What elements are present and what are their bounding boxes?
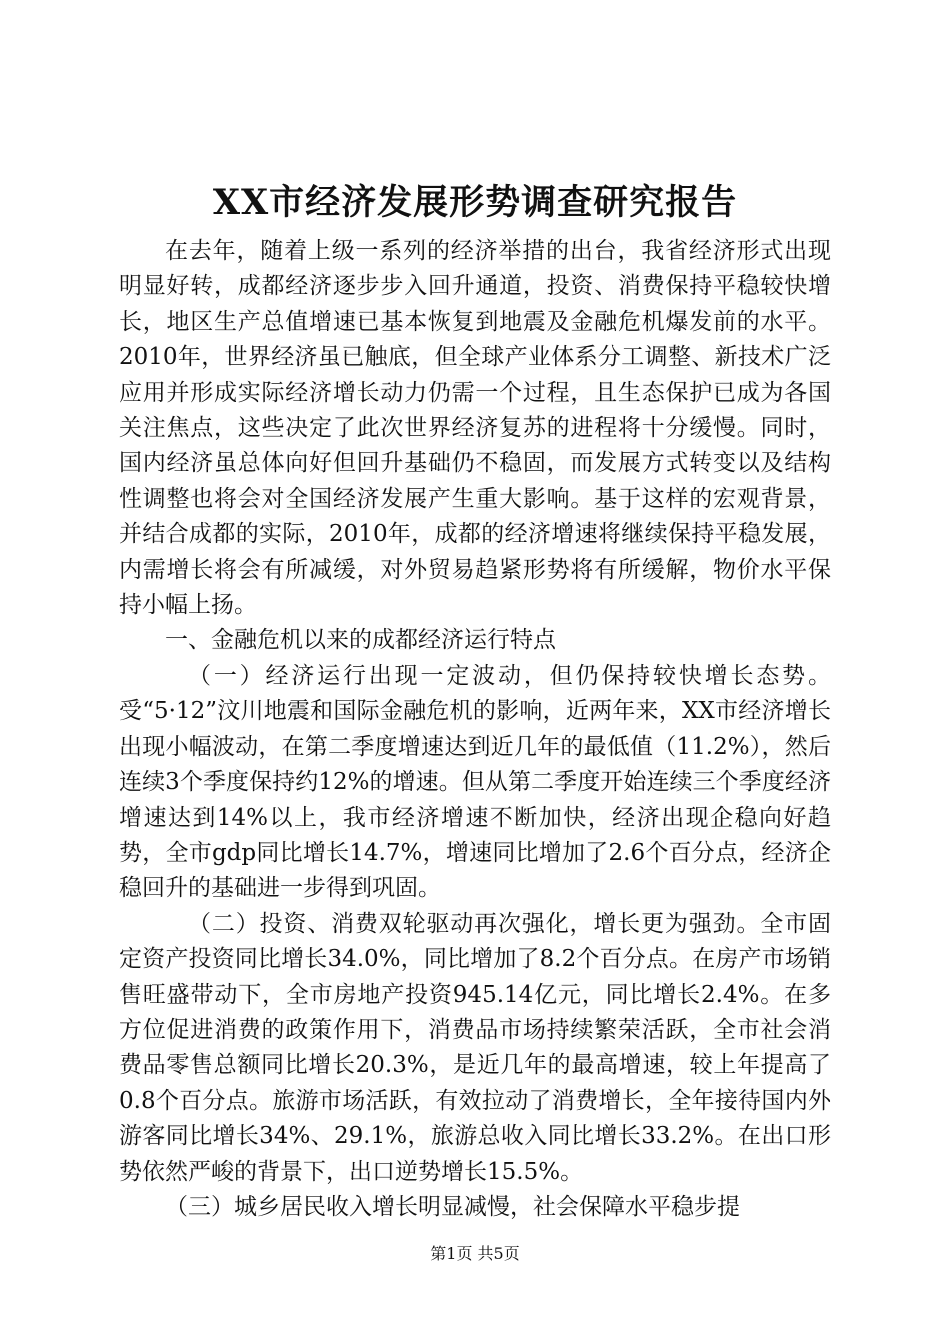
paragraph-section-2: （二）投资、消费双轮驱动再次强化，增长更为强劲。全市固定资产投资同比增长34.0%，同比增加了8.2个百分点。在房产市场销售旺盛带动下，全市房地产投资945.14亿元，同比增长2.4%。在多方位促进消费的政策作用下，消费品市场持续繁荣活跃，全市社会消费品零售总额同比增长20.3%，是近几年的最高增速，较上年提高了0.8个百分点。旅游市场活跃，有效拉动了消费增长，全年接待国内外游客同比增长34%、29.1%，旅游总收入同比增长33.2%。在出口形势依然严峻的背景下，出口逆势增长15.5%。 xyxy=(119,910,831,1185)
document-body xyxy=(119,234,831,1225)
page-footer: 第1页 共5页 xyxy=(430,1244,520,1263)
paragraph-intro: 在去年，随着上级一系列的经济举措的出台，我省经济形式出现明显好转，成都经济逐步步入回升通道，投资、消费保持平稳较快增长，地区生产总值增速已基本恢复到地震及金融危机爆发前的水平。2010年，世界经济虽已触底，但全球产业体系分工调整、新技术广泛应用并形成实际经济增长动力仍需一个过程，且生态保护已成为各国关注焦点，这些决定了此次世界经济复苏的进程将十分缓慢。同时，国内经济虽总体向好但回升基础仍不稳固，而发展方式转变以及结构性调整也将会对全国经济发展产生重大影响。基于这样的宏观背景，并结合成都的实际，2010年，成都的经济增速将继续保持平稳发展，内需增长将会有所减缓，对外贸易趋紧形势将有所缓解，物价水平保持小幅上扬。 xyxy=(119,238,831,619)
paragraph-section-3: （三）城乡居民收入增长明显减慢，社会保障水平稳步提 xyxy=(165,1193,740,1220)
document-title: XX市经济发展形势调查研究报告 xyxy=(212,182,738,223)
section-heading: 一、金融危机以来的成都经济运行特点 xyxy=(165,627,556,654)
paragraph-section-1: （一）经济运行出现一定波动，但仍保持较快增长态势。受“5·12”汶川地震和国际金融危机的影响，近两年来，XX市经济增长出现小幅波动，在第二季度增速达到近几年的最低值（11.2%），然后连续3个季度保持约12%的增速。但从第二季度开始连续三个季度经济增速达到14%以上，我市经济增速不断加快，经济出现企稳向好趋势，全市gdp同比增长14.7%，增速同比增加了2.6个百分点，经济企稳回升的基础进一步得到巩固。 xyxy=(119,662,831,902)
